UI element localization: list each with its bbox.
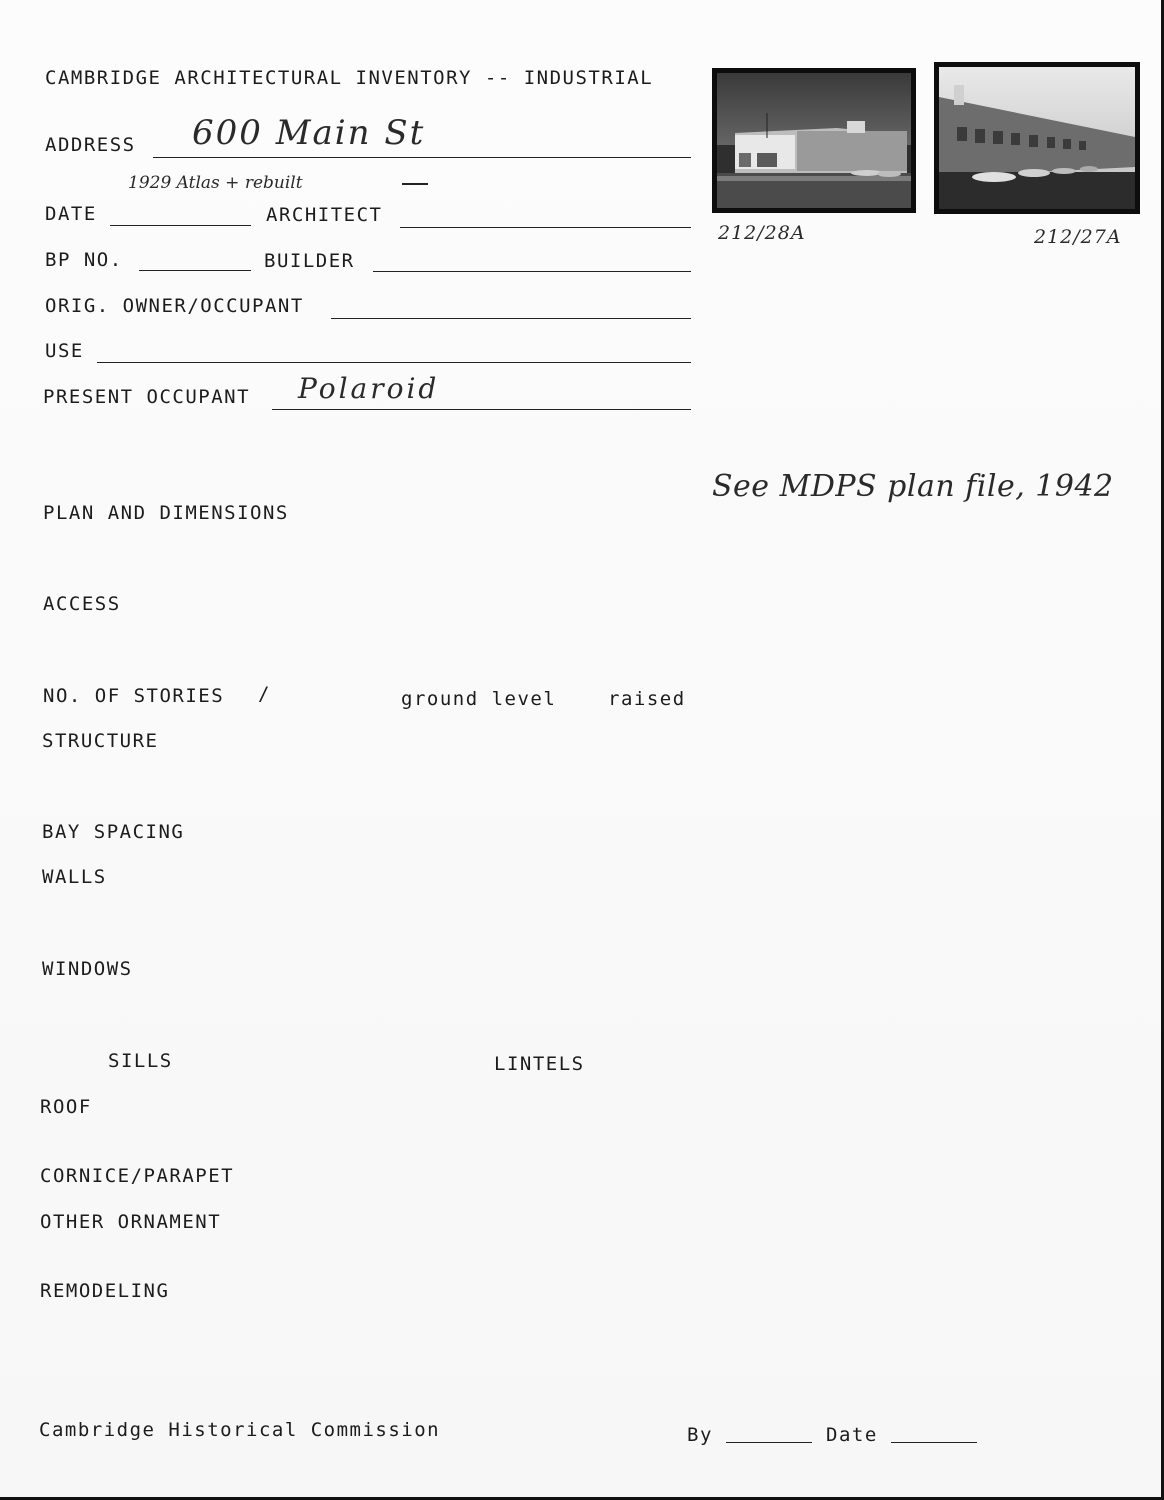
windows-label: WINDOWS (42, 958, 133, 980)
structure-label: STRUCTURE (42, 730, 159, 752)
footer-by-line (726, 1442, 812, 1443)
building-photo-2-image (939, 67, 1135, 209)
other-ornament-label: OTHER ORNAMENT (40, 1211, 222, 1233)
builder-label: BUILDER (264, 250, 355, 272)
date-note-dash (402, 183, 428, 185)
present-occupant-line (272, 409, 691, 410)
use-line (97, 362, 691, 363)
roof-label: ROOF (40, 1096, 92, 1118)
present-occupant-label: PRESENT OCCUPANT (43, 386, 251, 408)
footer-organization: Cambridge Historical Commission (39, 1419, 441, 1441)
access-label: ACCESS (43, 593, 121, 615)
photo-2-caption: 212/27A (1034, 226, 1122, 248)
footer-by-label: By (687, 1424, 713, 1446)
raised-label: raised (608, 688, 686, 710)
owner-label: ORIG. OWNER/OCCUPANT (45, 295, 304, 317)
ground-level-label: ground level (401, 688, 557, 710)
footer-date-label: Date (826, 1424, 878, 1446)
date-handwritten-note: 1929 Atlas + rebuilt (128, 173, 303, 193)
address-line (153, 157, 691, 158)
date-label: DATE (45, 203, 97, 225)
bp-line (139, 270, 251, 271)
use-label: USE (45, 340, 84, 362)
plan-file-note: See MDPS plan file, 1942 (712, 469, 1114, 504)
present-occupant-handwritten: Polaroid (298, 372, 440, 405)
lintels-label: LINTELS (494, 1053, 585, 1075)
date-line (110, 225, 251, 226)
sills-label: SILLS (108, 1050, 173, 1072)
footer-date-line (891, 1442, 977, 1443)
architect-label: ARCHITECT (266, 204, 383, 226)
remodeling-label: REMODELING (40, 1280, 170, 1302)
plan-dimensions-label: PLAN AND DIMENSIONS (43, 502, 289, 524)
bp-label: BP NO. (45, 249, 123, 271)
builder-line (373, 271, 691, 272)
form-title: CAMBRIDGE ARCHITECTURAL INVENTORY -- INDUSTRIAL (45, 67, 654, 89)
building-photo-1-image (717, 73, 911, 208)
building-photo-1 (712, 68, 916, 213)
cornice-parapet-label: CORNICE/PARAPET (40, 1165, 235, 1187)
address-label: ADDRESS (45, 134, 136, 156)
architect-line (400, 227, 691, 228)
stories-slash: / (258, 683, 271, 705)
stories-label: NO. OF STORIES (43, 685, 225, 707)
owner-line (331, 318, 691, 319)
bay-spacing-label: BAY SPACING (42, 821, 185, 843)
walls-label: WALLS (42, 866, 107, 888)
building-photo-2 (934, 62, 1140, 214)
photo-1-caption: 212/28A (718, 222, 806, 244)
address-handwritten: 600 Main St (192, 113, 426, 153)
